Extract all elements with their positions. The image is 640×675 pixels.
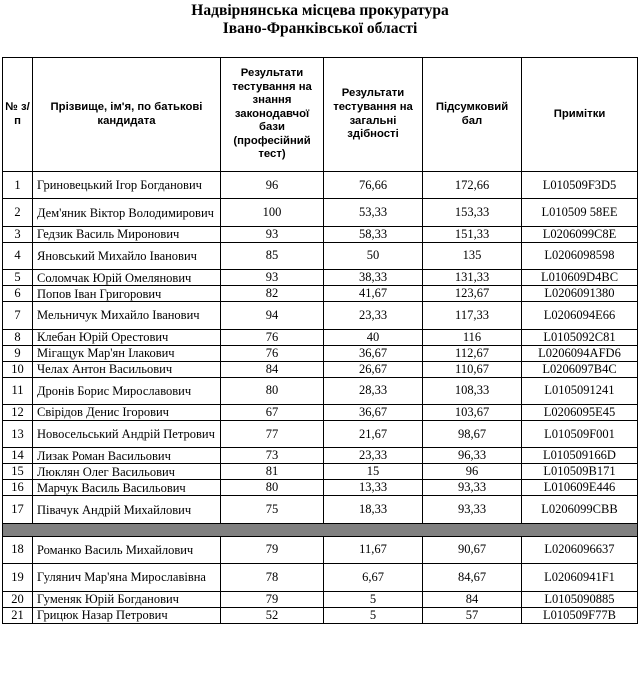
- table-row: [3, 329, 638, 345]
- cell-name: Грицюк Назар Петрович: [33, 607, 221, 623]
- cell-legal-score: 76: [221, 345, 324, 361]
- cell-num: 9: [3, 345, 33, 361]
- cell-legal-score: 82: [221, 286, 324, 302]
- cell-note: L010509 58EE: [522, 199, 638, 226]
- cell-total-score: 112,67: [423, 345, 522, 361]
- cell-legal-score: 79: [221, 591, 324, 607]
- cell-legal-score: 77: [221, 420, 324, 447]
- cell-total-score: 103,67: [423, 404, 522, 420]
- cell-name: Соломчак Юрій Омелянович: [33, 270, 221, 286]
- cell-legal-score: 67: [221, 404, 324, 420]
- table-row: [3, 377, 638, 404]
- cell-legal-score: 80: [221, 480, 324, 496]
- separator-cell: [3, 523, 638, 536]
- cell-legal-score: 52: [221, 607, 324, 623]
- cell-total-score: 90,67: [423, 536, 522, 563]
- cell-total-score: 172,66: [423, 172, 522, 199]
- cell-total-score: 98,67: [423, 420, 522, 447]
- cell-legal-score: 80: [221, 377, 324, 404]
- cell-general-score: 41,67: [324, 286, 423, 302]
- cell-general-score: 5: [324, 591, 423, 607]
- cell-num: 1: [3, 172, 33, 199]
- cell-total-score: 108,33: [423, 377, 522, 404]
- cell-name: Свірідов Денис Ігорович: [33, 404, 221, 420]
- cell-note: L010509B171: [522, 464, 638, 480]
- cell-num: 6: [3, 286, 33, 302]
- cell-name: Яновський Михайло Іванович: [33, 242, 221, 269]
- cell-name: Мігащук Мар'ян Ілакович: [33, 345, 221, 361]
- table-row: [3, 607, 638, 623]
- cell-total-score: 153,33: [423, 199, 522, 226]
- table-row: [3, 345, 638, 361]
- cell-name: Мельничук Михайло Іванович: [33, 302, 221, 329]
- cell-num: 14: [3, 448, 33, 464]
- table-row: [3, 286, 638, 302]
- cell-legal-score: 81: [221, 464, 324, 480]
- cell-legal-score: 94: [221, 302, 324, 329]
- cell-general-score: 58,33: [324, 226, 423, 242]
- cell-general-score: 18,33: [324, 496, 423, 523]
- cell-num: 8: [3, 329, 33, 345]
- cell-name: Челах Антон Васильович: [33, 361, 221, 377]
- table-row: [3, 270, 638, 286]
- column-header-legal-test: Результати тестування на знання законодавчої бази (професійний тест): [221, 58, 324, 172]
- column-header-num: № з/п: [3, 58, 33, 172]
- cell-name: Дронів Борис Мирославович: [33, 377, 221, 404]
- cell-note: L0105092C81: [522, 329, 638, 345]
- table-row: [3, 226, 638, 242]
- cell-general-score: 21,67: [324, 420, 423, 447]
- cell-general-score: 36,67: [324, 345, 423, 361]
- cell-total-score: 93,33: [423, 496, 522, 523]
- cell-name: Новосельський Андрій Петрович: [33, 420, 221, 447]
- cell-name: Романко Василь Михайлович: [33, 536, 221, 563]
- cell-legal-score: 93: [221, 270, 324, 286]
- cell-note: L0206096637: [522, 536, 638, 563]
- cell-name: Клебан Юрій Орестович: [33, 329, 221, 345]
- cell-legal-score: 75: [221, 496, 324, 523]
- cell-general-score: 23,33: [324, 448, 423, 464]
- cell-note: L010609D4BC: [522, 270, 638, 286]
- cell-note: L0206098598: [522, 242, 638, 269]
- table-row: [3, 464, 638, 480]
- cell-num: 12: [3, 404, 33, 420]
- cell-note: L0105090885: [522, 591, 638, 607]
- cell-num: 19: [3, 564, 33, 591]
- cell-legal-score: 93: [221, 226, 324, 242]
- cell-general-score: 26,67: [324, 361, 423, 377]
- cell-legal-score: 85: [221, 242, 324, 269]
- cell-general-score: 5: [324, 607, 423, 623]
- cell-total-score: 96,33: [423, 448, 522, 464]
- cell-num: 20: [3, 591, 33, 607]
- cell-general-score: 6,67: [324, 564, 423, 591]
- cell-total-score: 151,33: [423, 226, 522, 242]
- cell-name: Гуменяк Юрій Богданович: [33, 591, 221, 607]
- title-line-2: Івано-Франківської області: [222, 20, 418, 37]
- cell-total-score: 110,67: [423, 361, 522, 377]
- separator-row: [3, 523, 638, 536]
- document-title: [0, 2, 640, 38]
- cell-legal-score: 79: [221, 536, 324, 563]
- cell-total-score: 123,67: [423, 286, 522, 302]
- cell-total-score: 57: [423, 607, 522, 623]
- table-row: [3, 302, 638, 329]
- table-header-row: [3, 58, 638, 172]
- cell-general-score: 50: [324, 242, 423, 269]
- cell-total-score: 84,67: [423, 564, 522, 591]
- cell-note: L0206094AFD6: [522, 345, 638, 361]
- cell-total-score: 116: [423, 329, 522, 345]
- cell-num: 13: [3, 420, 33, 447]
- table-row: [3, 564, 638, 591]
- cell-legal-score: 73: [221, 448, 324, 464]
- cell-general-score: 11,67: [324, 536, 423, 563]
- table-body: [3, 172, 638, 624]
- results-table: [2, 57, 638, 624]
- cell-legal-score: 84: [221, 361, 324, 377]
- cell-name: Гедзик Василь Миронович: [33, 226, 221, 242]
- cell-general-score: 40: [324, 329, 423, 345]
- cell-general-score: 76,66: [324, 172, 423, 199]
- cell-num: 7: [3, 302, 33, 329]
- cell-note: L0105091241: [522, 377, 638, 404]
- cell-note: L0206099CBB: [522, 496, 638, 523]
- cell-num: 2: [3, 199, 33, 226]
- cell-name: Гриновецький Ігор Богданович: [33, 172, 221, 199]
- cell-general-score: 38,33: [324, 270, 423, 286]
- cell-name: Гулянич Мар'яна Мирославівна: [33, 564, 221, 591]
- cell-name: Марчук Василь Васильович: [33, 480, 221, 496]
- cell-total-score: 135: [423, 242, 522, 269]
- title-line-1: Надвірнянська місцева прокуратура: [191, 2, 449, 19]
- cell-num: 4: [3, 242, 33, 269]
- cell-total-score: 93,33: [423, 480, 522, 496]
- cell-name: Люклян Олег Васильович: [33, 464, 221, 480]
- cell-num: 17: [3, 496, 33, 523]
- cell-note: L010609E446: [522, 480, 638, 496]
- table-row: [3, 404, 638, 420]
- cell-note: L010509F77B: [522, 607, 638, 623]
- table-row: [3, 172, 638, 199]
- cell-note: L010509F3D5: [522, 172, 638, 199]
- table-row: [3, 199, 638, 226]
- table-row: [3, 480, 638, 496]
- cell-legal-score: 76: [221, 329, 324, 345]
- column-header-total: Підсумковий бал: [423, 58, 522, 172]
- cell-note: L0206094E66: [522, 302, 638, 329]
- cell-num: 16: [3, 480, 33, 496]
- table-row: [3, 420, 638, 447]
- table-row: [3, 448, 638, 464]
- cell-general-score: 36,67: [324, 404, 423, 420]
- cell-total-score: 117,33: [423, 302, 522, 329]
- table-row: [3, 496, 638, 523]
- cell-name: Попов Іван Григорович: [33, 286, 221, 302]
- table-row: [3, 361, 638, 377]
- cell-num: 21: [3, 607, 33, 623]
- cell-num: 18: [3, 536, 33, 563]
- cell-num: 10: [3, 361, 33, 377]
- table-row: [3, 536, 638, 563]
- cell-legal-score: 100: [221, 199, 324, 226]
- cell-num: 5: [3, 270, 33, 286]
- column-header-name: Прізвище, ім'я, по батькові кандидата: [33, 58, 221, 172]
- cell-legal-score: 96: [221, 172, 324, 199]
- cell-general-score: 13,33: [324, 480, 423, 496]
- cell-total-score: 131,33: [423, 270, 522, 286]
- cell-general-score: 53,33: [324, 199, 423, 226]
- cell-note: L0206091380: [522, 286, 638, 302]
- cell-num: 11: [3, 377, 33, 404]
- column-header-notes: Примітки: [522, 58, 638, 172]
- cell-name: Дем'яник Віктор Володимирович: [33, 199, 221, 226]
- cell-total-score: 84: [423, 591, 522, 607]
- cell-num: 15: [3, 464, 33, 480]
- table-row: [3, 591, 638, 607]
- column-header-general-test: Результати тестування на загальні здібності: [324, 58, 423, 172]
- cell-num: 3: [3, 226, 33, 242]
- cell-general-score: 15: [324, 464, 423, 480]
- table-row: [3, 242, 638, 269]
- cell-note: L0206095E45: [522, 404, 638, 420]
- cell-note: L0206099C8E: [522, 226, 638, 242]
- cell-name: Лизак Роман Васильович: [33, 448, 221, 464]
- cell-note: L0206097B4C: [522, 361, 638, 377]
- cell-note: L010509F001: [522, 420, 638, 447]
- cell-name: Півачук Андрій Михайлович: [33, 496, 221, 523]
- cell-legal-score: 78: [221, 564, 324, 591]
- cell-note: L010509166D: [522, 448, 638, 464]
- cell-note: L02060941F1: [522, 564, 638, 591]
- cell-total-score: 96: [423, 464, 522, 480]
- cell-general-score: 23,33: [324, 302, 423, 329]
- cell-general-score: 28,33: [324, 377, 423, 404]
